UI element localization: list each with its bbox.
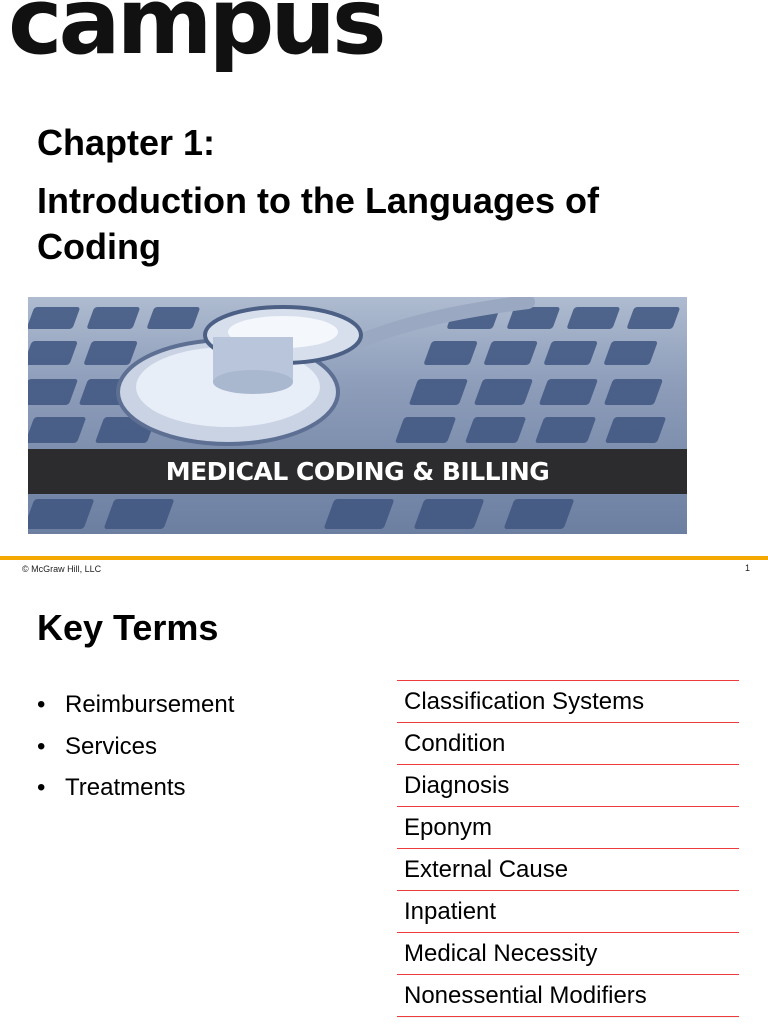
chapter-title: Introduction to the Languages of Coding — [37, 180, 599, 267]
term-row: External Cause — [397, 848, 739, 890]
slide-divider — [0, 556, 768, 560]
bullet-item: • Services — [37, 726, 234, 768]
term-row: Medical Necessity — [397, 932, 739, 974]
image-banner: MEDICAL CODING & BILLING — [28, 449, 687, 494]
stethoscope-keyboard-illustration — [28, 297, 687, 534]
bullet-item: • Reimbursement — [37, 684, 234, 726]
term-row: Diagnosis — [397, 764, 739, 806]
term-row: Condition — [397, 722, 739, 764]
key-terms-heading: Key Terms — [37, 607, 219, 648]
copyright-text: © McGraw Hill, LLC — [22, 564, 102, 574]
stethoscope-keyboard-image — [28, 297, 687, 534]
term-row: Nonessential Modifiers — [397, 974, 739, 1017]
page-number: 1 — [744, 563, 750, 573]
chapter-label: Chapter 1: — [37, 122, 216, 163]
bullet-list — [37, 684, 234, 809]
campus-logo: campus — [8, 0, 383, 75]
key-terms-table — [397, 680, 739, 1017]
term-row: Classification Systems — [397, 680, 739, 722]
term-row: Inpatient — [397, 890, 739, 932]
bullet-item: • Treatments — [37, 767, 234, 809]
term-row: Eponym — [397, 806, 739, 848]
